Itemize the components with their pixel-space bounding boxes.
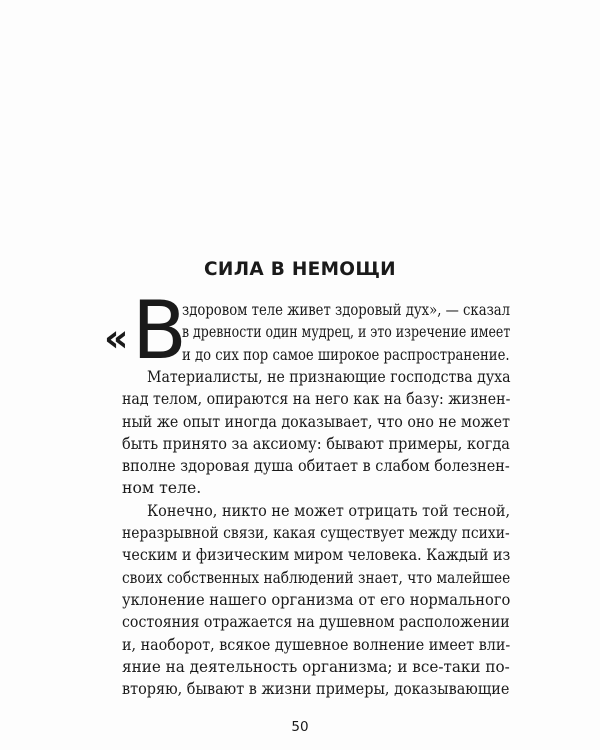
text-line: и, наоборот, всякое душевное волнение имеет вли- <box>122 634 511 654</box>
text-line: над телом, опираются на него как на базу: жизнен- <box>122 389 511 409</box>
text-line: в древности один мудрец, и это изречение имеет <box>182 322 511 342</box>
text-line: яние на деятельность организма; и все-таки по- <box>122 656 510 676</box>
text-line: вполне здоровая душа обитает в слабом болезнен- <box>122 456 510 476</box>
text-line: здоровом теле живет здоровый дух», — сказал <box>182 300 511 319</box>
text-line: ном теле. <box>122 478 202 498</box>
text-line: состояния отражается на душевном расположении <box>122 612 510 632</box>
text-line: быть принято за аксиому: бывают примеры, когда <box>122 433 510 453</box>
text-line: своих собственных наблюдений знает, что малейшее <box>122 567 511 587</box>
text-line: Конечно, никто не может отрицать той тесной, <box>147 500 511 520</box>
text-line: ный же опыт иногда доказывает, что оно не может <box>122 411 510 431</box>
chapter-title: СИЛА В НЕМОЩИ <box>204 259 396 280</box>
opening-quote-mark: « <box>104 316 129 360</box>
text-line: и до сих пор самое широкое распространение. <box>182 344 510 364</box>
text-line: уклонение нашего организма от его нормального <box>122 589 511 609</box>
page-number: 50 <box>291 719 309 736</box>
drop-cap-letter: В <box>132 284 187 377</box>
text-line: вторяю, бывают в жизни примеры, доказывающие <box>122 679 510 699</box>
text-line: ческим и физическим миром человека. Каждый из <box>122 545 511 565</box>
text-line: Материалисты, не признающие господства духа <box>147 366 511 386</box>
text-line: неразрывной связи, какая существует между психи- <box>122 523 510 542</box>
